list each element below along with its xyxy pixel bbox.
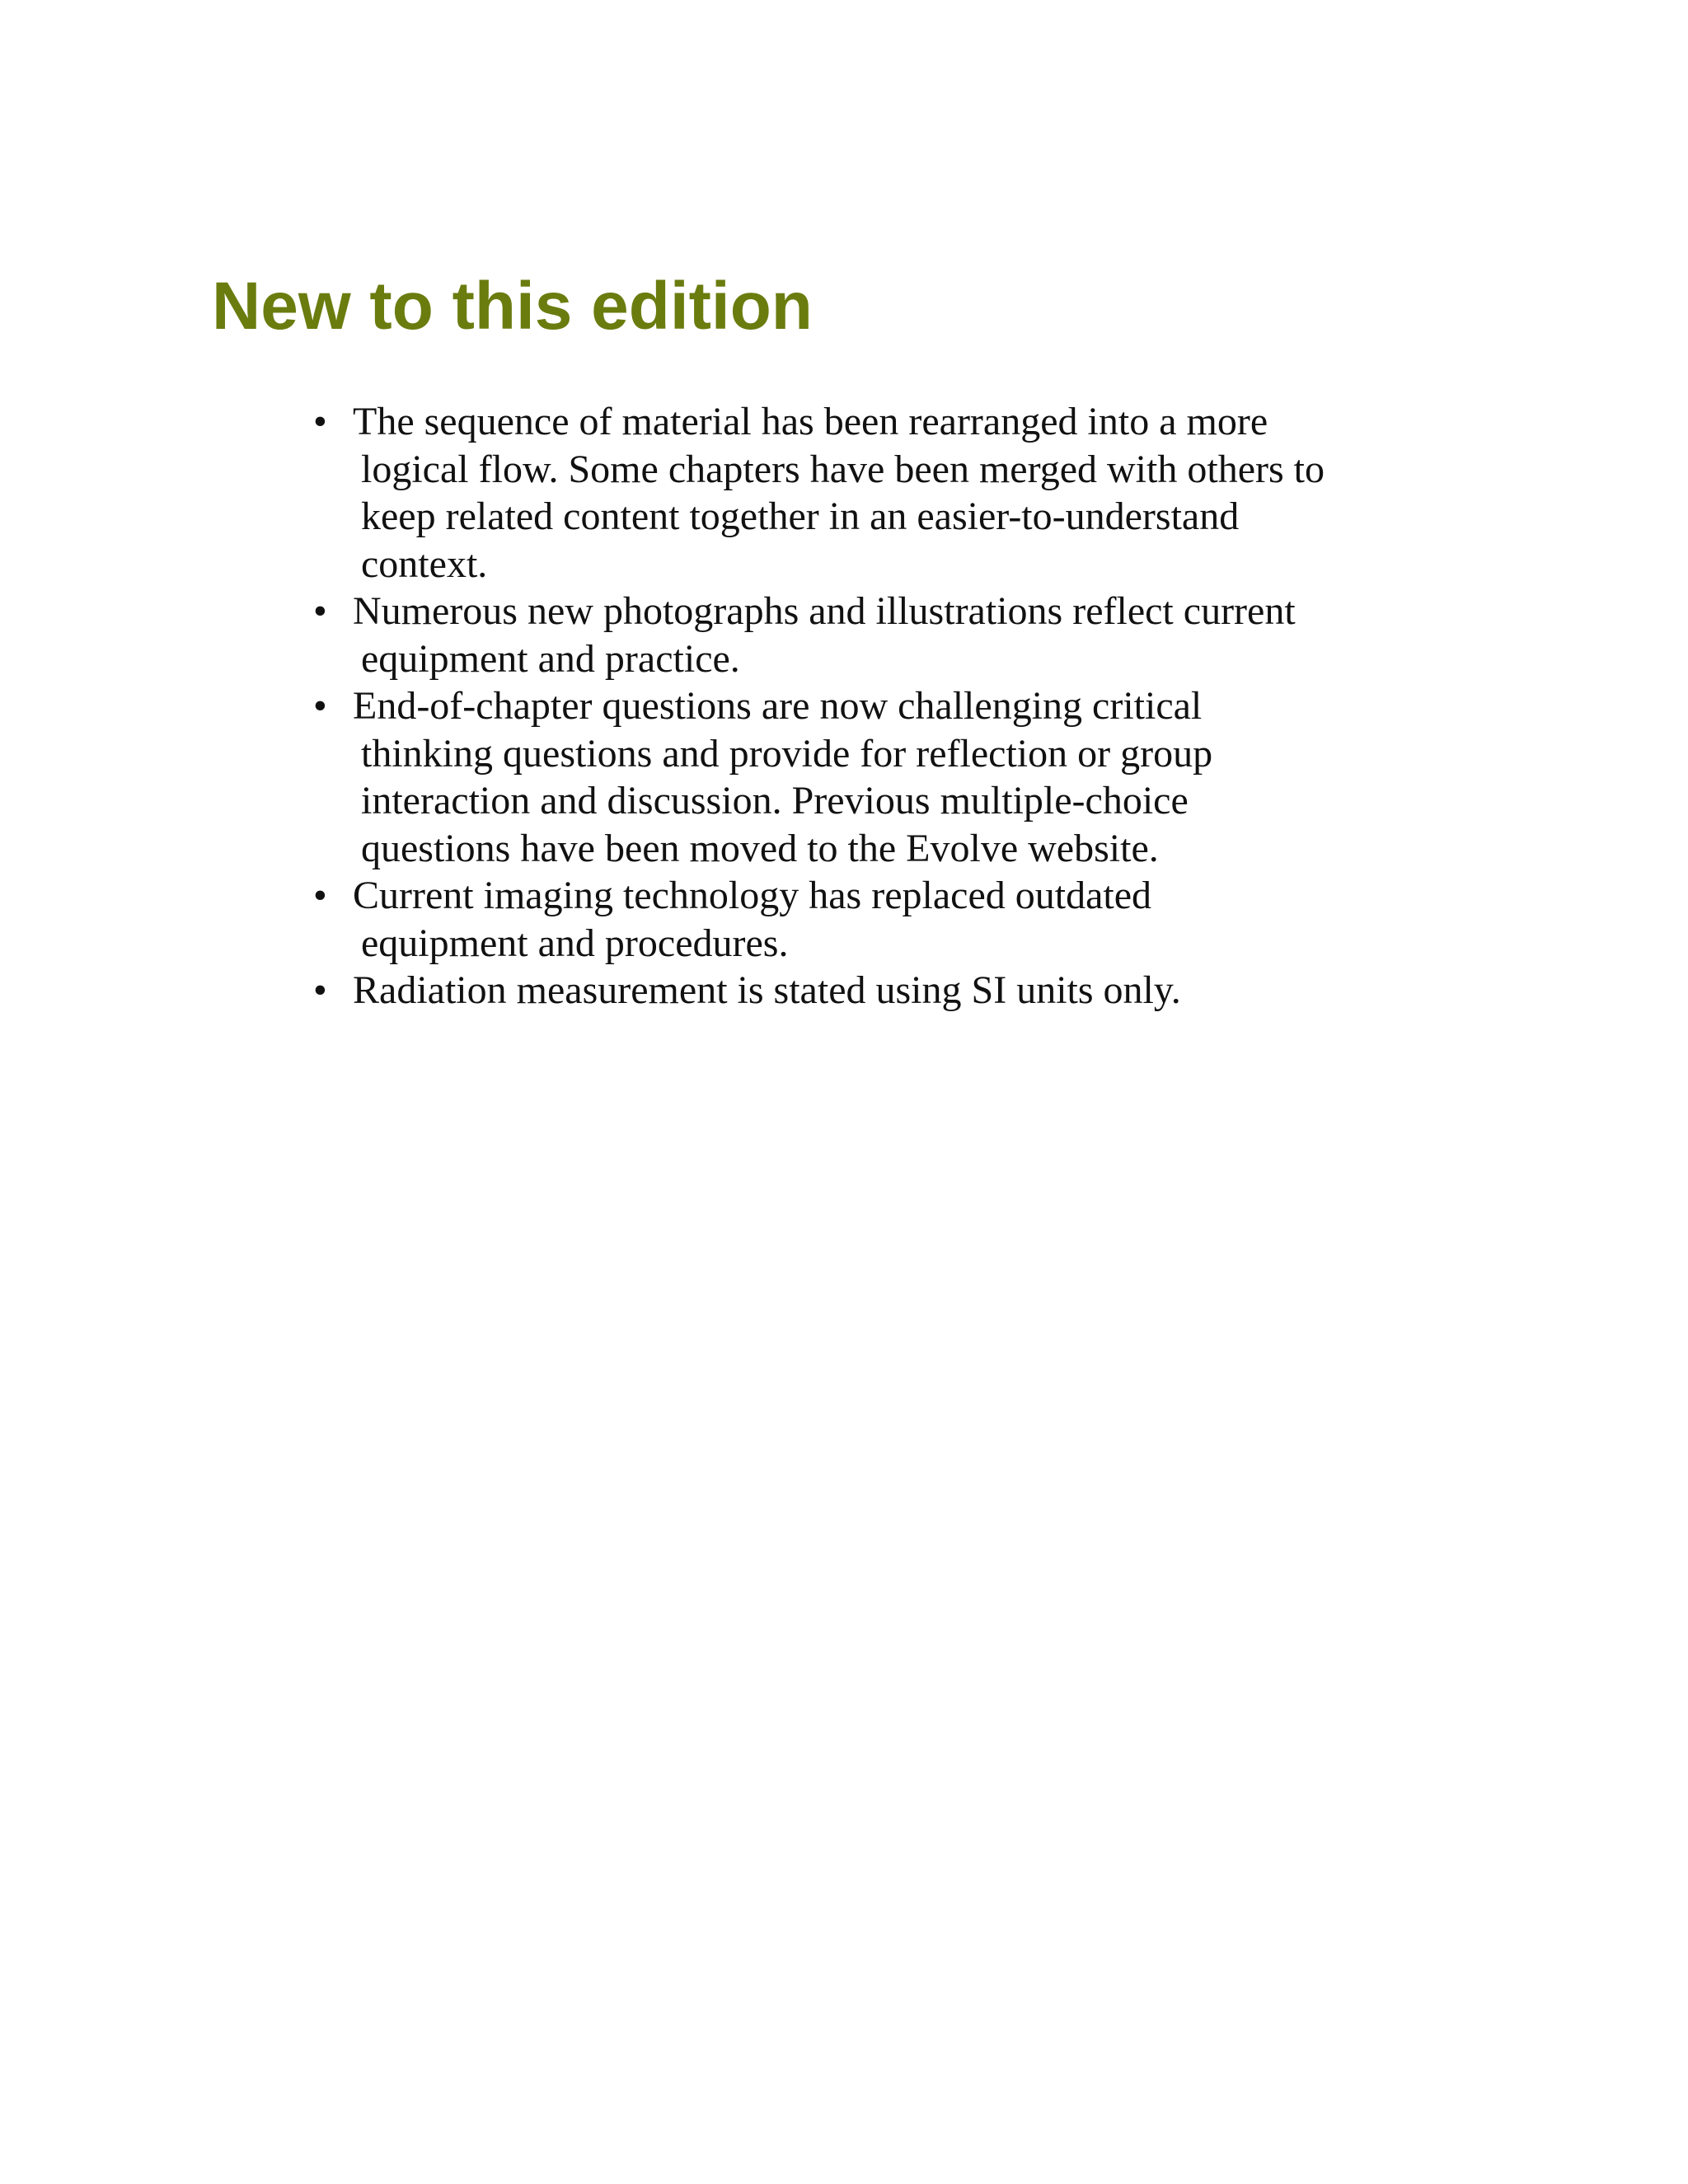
bullet-line: Radiation measurement is stated using SI units only. bbox=[353, 968, 1181, 1012]
bullet-line: The sequence of material has been rearranged into a more bbox=[353, 400, 1268, 443]
bullet-point-icon: • bbox=[313, 874, 327, 917]
bullet-text bbox=[353, 398, 1484, 588]
bullet-item bbox=[313, 872, 1484, 967]
bullet-line: thinking questions and provide for reflection or group bbox=[361, 731, 1213, 776]
bullet-line: interaction and discussion. Previous multiple-choice bbox=[361, 779, 1189, 823]
bullet-line: Numerous new photographs and illustrations reflect current bbox=[353, 589, 1296, 633]
bullet-text bbox=[353, 682, 1484, 872]
bullet-line: equipment and practice. bbox=[361, 636, 740, 681]
bullet-text bbox=[353, 588, 1484, 682]
bullet-text bbox=[353, 872, 1484, 967]
bullet-line: context. bbox=[361, 541, 488, 586]
bullet-item bbox=[313, 967, 1484, 1015]
bullet-line: Current imaging technology has replaced outdated bbox=[353, 874, 1152, 917]
bullet-item bbox=[313, 682, 1484, 872]
bullet-point-icon: • bbox=[313, 684, 327, 728]
bullet-point-icon: • bbox=[313, 589, 327, 633]
bullet-line: logical flow. Some chapters have been merged with others to bbox=[361, 447, 1325, 491]
section-heading: New to this edition bbox=[212, 269, 813, 344]
bullet-line: questions have been moved to the Evolve website. bbox=[361, 826, 1159, 870]
bullet-point-icon: • bbox=[313, 968, 327, 1012]
bullet-text bbox=[353, 967, 1484, 1015]
feature-bullet-list bbox=[313, 398, 1484, 1015]
bullet-point-icon: • bbox=[313, 400, 327, 443]
bullet-item bbox=[313, 588, 1484, 682]
bullet-item bbox=[313, 398, 1484, 588]
bullet-line: equipment and procedures. bbox=[361, 921, 789, 965]
bullet-line: keep related content together in an easier-to-understand bbox=[361, 494, 1240, 538]
bullet-line: End-of-chapter questions are now challenging critical bbox=[353, 684, 1203, 728]
